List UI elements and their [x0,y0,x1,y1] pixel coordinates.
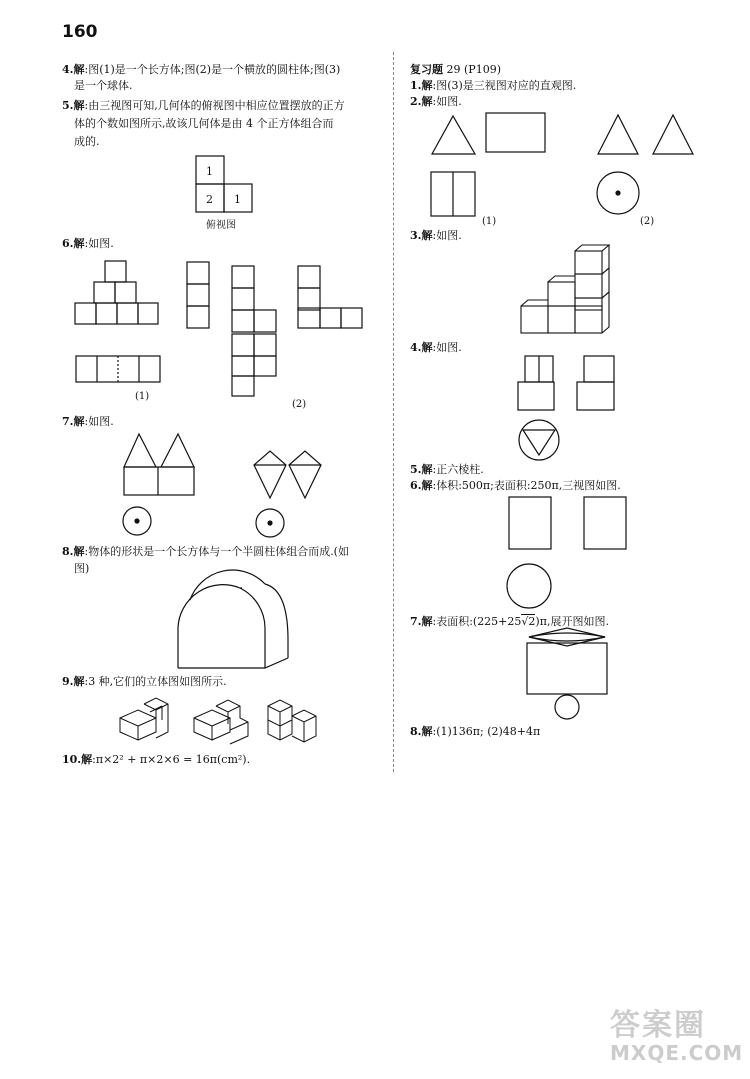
left-q10: 10.解:π×2² + π×2×6 = 16π(cm²). [62,753,251,766]
rq6-views [507,497,626,608]
rq2-caption-1: (1) [482,216,497,227]
q6-caption-1: (1) [135,391,150,402]
q6-caption-2: (2) [292,399,307,410]
left-q5: 5.解:由三视图可知,几何体的俯视图中相应位置摆放的正方 [62,99,345,112]
rq3-cube-stack [521,245,609,333]
right-q8: 8.解:(1)136π; (2)48+4π [410,725,541,738]
rq2-figure-1 [431,113,545,227]
rq4-views [518,356,614,460]
rq7-net [527,628,607,719]
q9-structures [120,698,316,744]
right-q1: 1.解:图(3)是三视图对应的直观图. [410,79,577,92]
left-q8-line2: 图) [74,562,90,575]
q6-side-views [187,262,362,410]
q7-top-views [123,507,284,537]
q7-side-view [254,451,321,498]
grid-cell-2: 2 [206,193,213,206]
left-q7: 7.解:如图. [62,415,114,428]
left-q8: 8.解:物体的形状是一个长方体与一个半圆柱体组合而成.(如 [62,545,349,558]
rq2-caption-2: (2) [640,216,655,227]
watermark-url: MXQE.COM [610,1041,744,1065]
q6-front-view [75,261,158,324]
grid-cell-1: 1 [206,165,213,178]
right-q4: 4.解:如图. [410,341,462,354]
watermark-logo-text: 答案圈 [610,1008,706,1043]
grid-cell-3: 1 [234,193,241,206]
left-q6: 6.解:如图. [62,237,114,250]
left-q9: 9.解:3 种,它们的立体图如图所示. [62,675,227,688]
rq2-figure-2 [597,115,693,227]
right-section-title: 复习题 29 (P109) [410,63,501,76]
grid-caption: 俯视图 [206,220,236,231]
right-q5: 5.解:正六棱柱. [410,463,484,476]
q6-top-view [76,356,160,402]
left-q4: 4.解:图(1)是一个长方体;图(2)是一个横放的圆柱体;图(3) [62,63,341,76]
left-q4-line2: 是一个球体. [74,79,133,92]
page-number: 160 [62,22,98,42]
right-q3: 3.解:如图. [410,229,462,242]
left-q5-line3: 成的. [74,135,100,148]
q7-front-view [124,434,194,495]
right-q6: 6.解:体积:500π;表面积:250π,三视图如图. [410,479,621,492]
q5-top-view-grid [196,156,252,231]
right-q2: 2.解:如图. [410,95,462,108]
right-q7: 7.解:表面积:(225+25√2)π,展开图如图. [410,615,609,628]
watermark [610,1008,744,1068]
left-q5-line2: 体的个数如图所示,故该几何体是由 4 个正方体组合而 [74,117,334,130]
q8-solid [178,570,288,668]
